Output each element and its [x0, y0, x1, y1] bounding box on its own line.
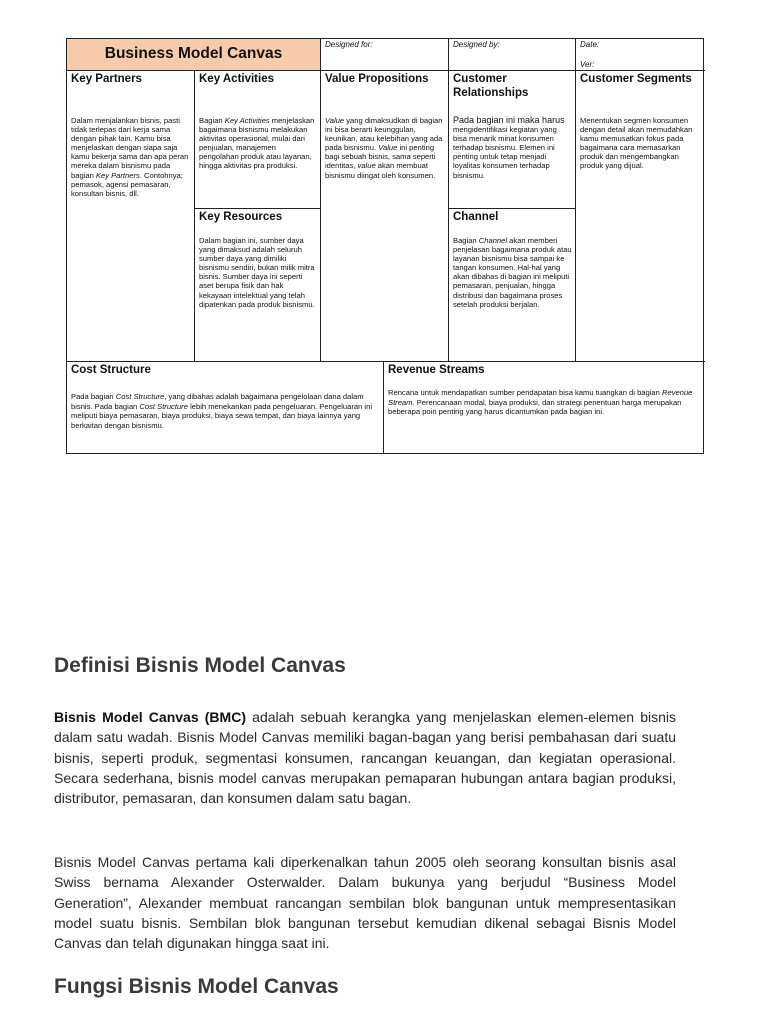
value-propositions-cell	[321, 71, 449, 362]
canvas-title: Business Model Canvas	[104, 45, 283, 62]
customer-segments-text: Menentukan segmen konsumen dengan detail akan memudahkan kamu memusatkan fokus pada bagaimana cara memasarkan produk dan mengembangkan produk yang dijual.	[580, 116, 693, 171]
customer-relationships-heading: Customer Relationships	[453, 73, 529, 99]
revenue-streams-text: Rencana untuk mendapatkan sumber pendapatan bisa kamu tuangkan di bagian Revenue Stream. Perencanaan modal, biaya produksi, dan strategi penentuan harga merupakan beberapa poin penting yang harus dicantumkan pada bagian ini.	[388, 388, 693, 417]
key-partners-heading: Key Partners	[71, 73, 142, 85]
key-activities-text: Bagian Key Activities menjelaskan bagaimana bisnismu melakukan aktivitas operasional, mulai dari penjualan, manajemen pengolahan produk atau layanan, hingga aktivitas pra produksi.	[199, 116, 315, 171]
date-label: Date:	[580, 40, 600, 49]
value-propositions-heading: Value Propositions	[325, 73, 429, 85]
definition-paragraph-1: Bisnis Model Canvas (BMC) adalah sebuah kerangka yang menjelaskan elemen-elemen bisnis dalam satu wadah. Bisnis Model Canvas memiliki bagan-bagan yang berisi pembahasan dari suatu bisnis, seperti produk, segmentasi konsumen, rancangan keuangan, dan kegiatan operasional. Secara sederhana, bisnis model canvas merupakan pemaparan hubungan antara bagian produksi, distributor, pemasaran, dan konsumen dalam satu bagan.	[54, 709, 676, 807]
customer-relationships-text: Pada bagian ini maka harus mengidentifikasi kegiatan yang bisa menarik minat konsumen terhadap bisnismu. Elemen ini penting untuk tetap menjadi loyalitas konsumen terhadap bisnismu.	[453, 115, 565, 180]
channel-heading: Channel	[453, 211, 499, 223]
definition-paragraph-2: Bisnis Model Canvas pertama kali diperkenalkan tahun 2005 oleh seorang konsultan bisnis asal Swiss bernama Alexander Osterwalder. Dalam bukunya yang berjudul “Business Model Generation”, Alexander membuat rancangan sembilan blok bangunan untuk mempresentasikan model suatu bisnis. Sembilan blok bangunan tersebut kemudian dikenal sebagai Bisnis Model Canvas dan telah digunakan hingga saat ini.	[54, 854, 676, 952]
function-heading: Fungsi Bisnis Model Canvas	[54, 975, 339, 998]
business-model-canvas	[66, 38, 704, 454]
customer-relationships-cell	[449, 71, 576, 209]
key-resources-cell	[195, 209, 321, 362]
channel-cell	[449, 209, 576, 362]
customer-segments-cell	[576, 71, 705, 362]
designed-by-cell	[449, 39, 576, 71]
key-partners-text: Dalam menjalankan bisnis, pasti tidak terlepas dari kerja sama dengan pihak lain. Kamu bisa menjelaskan dengan siapa saja kamu bekerja sama dan apa peran mereka dalam bisnismu pada bagian Key Partners. Contohnya; pemasok, agensi pemasaran, konsultan bisnis, dll.	[71, 116, 189, 198]
definition-heading: Definisi Bisnis Model Canvas	[54, 654, 346, 677]
cost-structure-text: Pada bagian Cost Structure, yang dibahas adalah bagaimana pengelolaan dana dalam bisnis. Pada bagian Cost Structure lebih menekankan pada pengeluaran. Pengeluaran ini meliputi biaya pemasaran, biaya produksi, biaya sewa tempat, dan biaya lainnya yang berkaitan dengan bisnismu.	[71, 392, 373, 430]
key-resources-text: Dalam bagian ini, sumber daya yang dimaksud adalah seluruh sumber daya yang dimiliki bisnismu sendiri, bukan milik mitra bisnis. Sumber daya ini seperti aset berupa fisik dan hak kekayaan intelektual yang telah dipatenkan pada produk bisnismu.	[199, 236, 315, 309]
designed-by-label: Designed by:	[453, 40, 500, 49]
key-activities-cell	[195, 71, 321, 209]
key-resources-heading: Key Resources	[199, 211, 283, 223]
ver-label: Ver:	[580, 60, 595, 69]
cost-structure-heading: Cost Structure	[71, 364, 151, 376]
designed-for-label: Designed for:	[325, 40, 373, 49]
date-ver-cell	[576, 39, 705, 71]
channel-text: Bagian Channel akan memberi penjelasan bagaimana produk atau layanan bisnismu bisa sampai ke tangan konsumen. Hal-hal yang akan dibahas di bagian ini meliputi pemasaran, penjualan, hingga distribusi dan bagaimana proses setelah produksi berjalan.	[453, 236, 572, 309]
designed-for-cell	[321, 39, 449, 71]
key-partners-cell	[67, 71, 195, 362]
customer-segments-heading: Customer Segments	[580, 73, 692, 85]
cost-structure-cell	[67, 362, 384, 453]
key-activities-heading: Key Activities	[199, 73, 274, 85]
revenue-streams-heading: Revenue Streams	[388, 364, 485, 376]
canvas-title-cell	[67, 39, 321, 71]
revenue-streams-cell	[384, 362, 705, 453]
value-propositions-text: Value yang dimaksudkan di bagian ini bisa berarti keunggulan, keunikan, atau kelebihan yang ada pada bisnismu. Value ini penting bagi sebuah bisnis, sama seperti identitas, value akan membuat bisnismu diingat oleh konsumen.	[325, 116, 443, 180]
